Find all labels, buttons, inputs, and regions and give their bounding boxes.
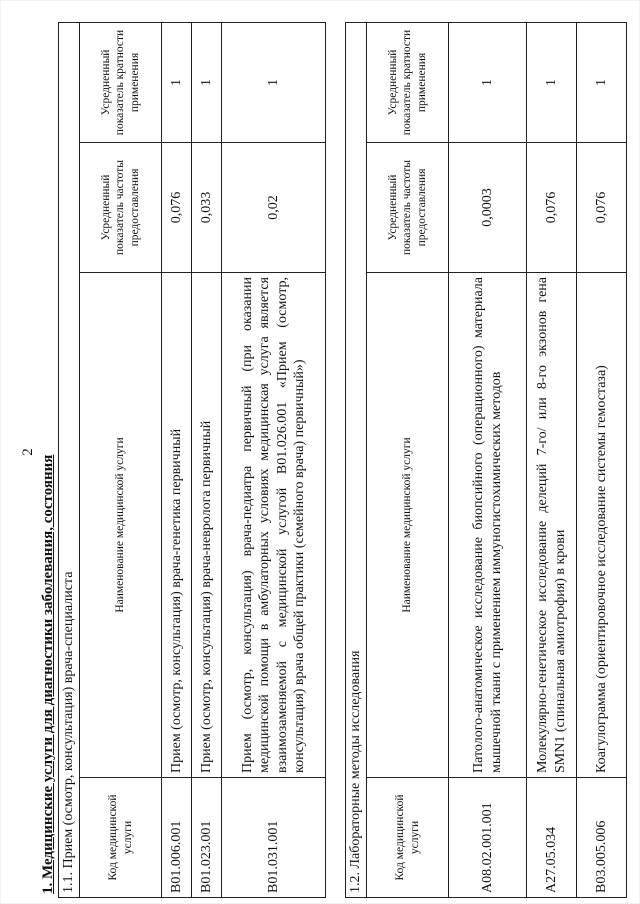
table-caption: 1.2. Лабораторные методы исследования	[346, 22, 367, 897]
frequency-value: 0,033	[192, 143, 222, 273]
multiplicity-value: 1	[222, 22, 326, 142]
column-header-frequency: Усредненный показатель частоты предоставления	[80, 143, 162, 273]
service-code: A08.02.001.001	[449, 778, 527, 898]
multiplicity-value: 1	[162, 22, 192, 142]
service-name: Патолого-анатомическое исследование биопсийного (операционного) материала мышечной ткани с применением иммуногистохимических методов	[449, 273, 527, 778]
multiplicity-value: 1	[192, 22, 222, 142]
table-caption-row	[346, 22, 367, 897]
table-header-row	[80, 22, 162, 897]
column-header-frequency: Усредненный показатель частоты предоставления	[367, 143, 449, 273]
section-heading: 1. Медицинские услуги для диагностики заболевания, состояния	[40, 454, 56, 894]
table-row	[162, 22, 192, 897]
service-name: Прием (осмотр, консультация) врача-невролога первичный	[192, 273, 222, 778]
multiplicity-value: 1	[449, 22, 527, 142]
service-name: Прием (осмотр, консультация) врача-педиатра первичный (при оказании медицинской помощи в амбулаторных условиях медицинская услуга является взаимозаменяемой с медицинской услугой B01.026.001 «Прием (осмотр, консультация) врача общей практики (семейного врача) первичный»)	[222, 273, 326, 778]
service-code: B03.005.006	[577, 778, 627, 898]
multiplicity-value: 1	[577, 22, 627, 142]
table-caption-row	[59, 22, 80, 897]
table-row	[577, 22, 627, 897]
column-header-name: Наименование медицинской услуги	[80, 273, 162, 778]
table-row	[192, 22, 222, 897]
frequency-value: 0,076	[577, 143, 627, 273]
column-header-code: Код медицинской услуги	[367, 778, 449, 898]
column-header-multiplicity: Усредненный показатель кратности применения	[80, 22, 162, 142]
service-name: Прием (осмотр, консультация) врача-генетика первичный	[162, 273, 192, 778]
table-row	[449, 22, 527, 897]
table-consultations	[58, 22, 326, 898]
frequency-value: 0,076	[527, 143, 577, 273]
table-row	[527, 22, 577, 897]
service-name: Коагулограмма (ориентировочное исследование системы гемостаза)	[577, 273, 627, 778]
frequency-value: 0,076	[162, 143, 192, 273]
table-header-row	[367, 22, 449, 897]
frequency-value: 0,0003	[449, 143, 527, 273]
table-caption: 1.1. Прием (осмотр, консультация) врача-специалиста	[59, 22, 80, 897]
column-header-multiplicity: Усредненный показатель кратности применения	[367, 22, 449, 142]
service-code: B01.006.001	[162, 778, 192, 898]
page-number: 2	[20, 448, 36, 456]
service-code: B01.023.001	[192, 778, 222, 898]
service-code: B01.031.001	[222, 778, 326, 898]
column-header-code: Код медицинской услуги	[80, 778, 162, 898]
frequency-value: 0,02	[222, 143, 326, 273]
service-code: A27.05.034	[527, 778, 577, 898]
service-name: Молекулярно-генетическое исследование делеций 7-го/ или 8-го экзонов гена SMN1 (спинальная амиотрофия) в крови	[527, 273, 577, 778]
multiplicity-value: 1	[527, 22, 577, 142]
table-row	[222, 22, 326, 897]
column-header-name: Наименование медицинской услуги	[367, 273, 449, 778]
table-laboratory-methods	[345, 22, 627, 898]
